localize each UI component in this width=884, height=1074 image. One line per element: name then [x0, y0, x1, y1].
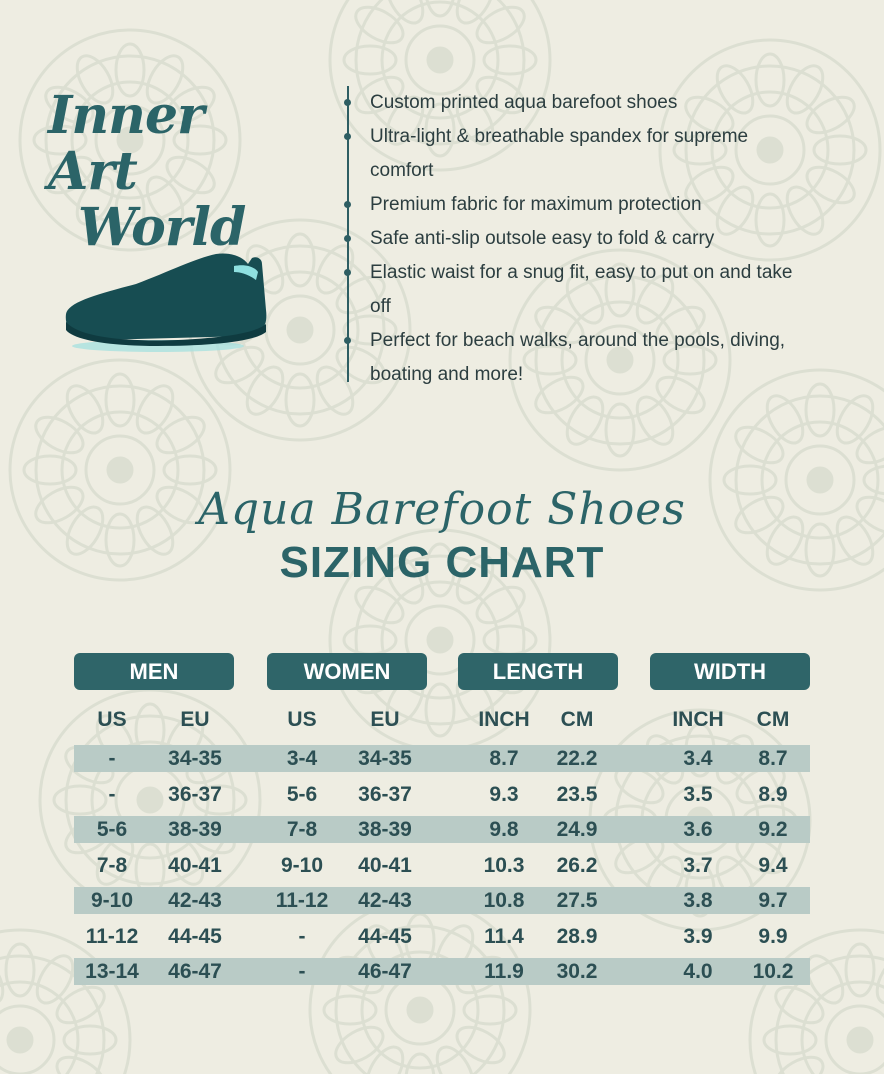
brand-logo	[48, 85, 308, 258]
table-cell: 36-37	[358, 782, 412, 806]
table-cell: -	[298, 924, 306, 948]
table-cell: 42-43	[168, 889, 222, 912]
column-header: US	[97, 708, 127, 731]
table-cell: 34-35	[358, 747, 412, 770]
table-cell: 40-41	[358, 853, 412, 877]
group-header-women: WOMEN	[267, 653, 427, 690]
feature-item	[340, 256, 810, 324]
table-cell: 10.2	[752, 960, 794, 983]
table-cell: 36-37	[168, 782, 222, 806]
table-cell: 28.9	[556, 924, 598, 948]
bullet-icon	[344, 133, 351, 140]
table-cell: 46-47	[168, 960, 222, 983]
feature-item	[340, 222, 810, 256]
aqua-shoe-image	[58, 250, 280, 360]
table-cell: -	[108, 747, 116, 770]
table-cell: -	[108, 782, 116, 806]
table-cell: 30.2	[556, 960, 598, 983]
table-cell: 26.2	[556, 853, 598, 877]
table-cell: 7-8	[96, 853, 128, 877]
bullet-icon	[344, 337, 351, 344]
table-cell: 9.3	[489, 782, 519, 806]
table-cell: 3.7	[683, 853, 713, 877]
feature-text: Custom printed aqua barefoot shoes	[370, 92, 678, 113]
table-cell: 8.7	[489, 747, 519, 770]
column-header: EU	[370, 708, 400, 731]
table-cell: 38-39	[168, 818, 222, 841]
table-cell: 44-45	[168, 924, 222, 948]
column-header: INCH	[672, 708, 724, 731]
table-cell: 24.9	[556, 818, 598, 841]
table-cell: 8.9	[758, 782, 788, 806]
table-cell: 7-8	[286, 818, 318, 841]
features-list	[340, 86, 810, 392]
brand-line-2: World	[78, 197, 246, 258]
script-title: Aqua Barefoot Shoes	[198, 484, 686, 535]
table-cell: 5-6	[96, 818, 128, 841]
table-cell: 8.7	[758, 747, 788, 770]
bullet-icon	[344, 235, 351, 242]
sizing-chart-title: SIZING CHART	[279, 538, 605, 587]
table-cell: 3.8	[683, 889, 713, 912]
table-cell: 9.2	[758, 818, 788, 841]
table-cell: 11-12	[85, 924, 139, 948]
table-cell: 9.8	[489, 818, 519, 841]
table-cell: 11.4	[484, 924, 524, 948]
feature-text: Elastic waist for a snug fit, easy to put on and take off	[370, 262, 793, 317]
feature-text: Premium fabric for maximum protection	[370, 194, 702, 215]
table-cell: 11.9	[484, 960, 524, 983]
table-cell: 22.2	[556, 747, 598, 770]
brand-line-1: Inner Art	[48, 85, 204, 202]
feature-text: Perfect for beach walks, around the pools, diving, boating and more!	[370, 330, 786, 385]
table-cell: 3.9	[683, 924, 713, 948]
table-cell: 4.0	[683, 960, 713, 983]
table-cell: 10.8	[483, 889, 525, 912]
table-cell: 13-14	[85, 960, 139, 983]
feature-item	[340, 86, 810, 120]
group-header-width: WIDTH	[650, 653, 810, 690]
table-cell: 9.4	[758, 853, 788, 877]
table-cell: 11-12	[275, 889, 329, 912]
table-cell: 34-35	[168, 747, 222, 770]
table-cell: 44-45	[358, 924, 412, 948]
table-cell: 9-10	[280, 853, 324, 877]
table-cell: 9.7	[758, 889, 788, 912]
feature-item	[340, 120, 810, 188]
column-header: CM	[560, 708, 594, 731]
table-cell: 9.9	[758, 924, 788, 948]
bullet-icon	[344, 269, 351, 276]
table-cell: 23.5	[556, 782, 598, 806]
table-cell: 3.6	[683, 818, 713, 841]
column-header: INCH	[478, 708, 530, 731]
table-cell: 9-10	[90, 889, 134, 912]
table-cell: 3.5	[683, 782, 713, 806]
feature-text: Ultra-light & breathable spandex for supreme comfort	[370, 126, 749, 181]
group-header-length: LENGTH	[458, 653, 618, 690]
table-cell: 5-6	[286, 782, 318, 806]
table-cell: -	[298, 960, 306, 983]
feature-item	[340, 324, 810, 392]
group-header-men: MEN	[74, 653, 234, 690]
column-header: EU	[180, 708, 210, 731]
feature-item	[340, 188, 810, 222]
table-cell: 3.4	[683, 747, 713, 770]
table-cell: 27.5	[556, 889, 598, 912]
table-cell: 42-43	[358, 889, 412, 912]
column-header: CM	[756, 708, 790, 731]
table-cell: 10.3	[483, 853, 525, 877]
table-cell: 38-39	[358, 818, 412, 841]
bullet-icon	[344, 201, 351, 208]
bullet-icon	[344, 99, 351, 106]
table-cell: 40-41	[168, 853, 222, 877]
column-header: US	[287, 708, 317, 731]
table-cell: 3-4	[286, 747, 318, 770]
table-cell: 46-47	[358, 960, 412, 983]
feature-text: Safe anti-slip outsole easy to fold & carry	[370, 228, 715, 249]
